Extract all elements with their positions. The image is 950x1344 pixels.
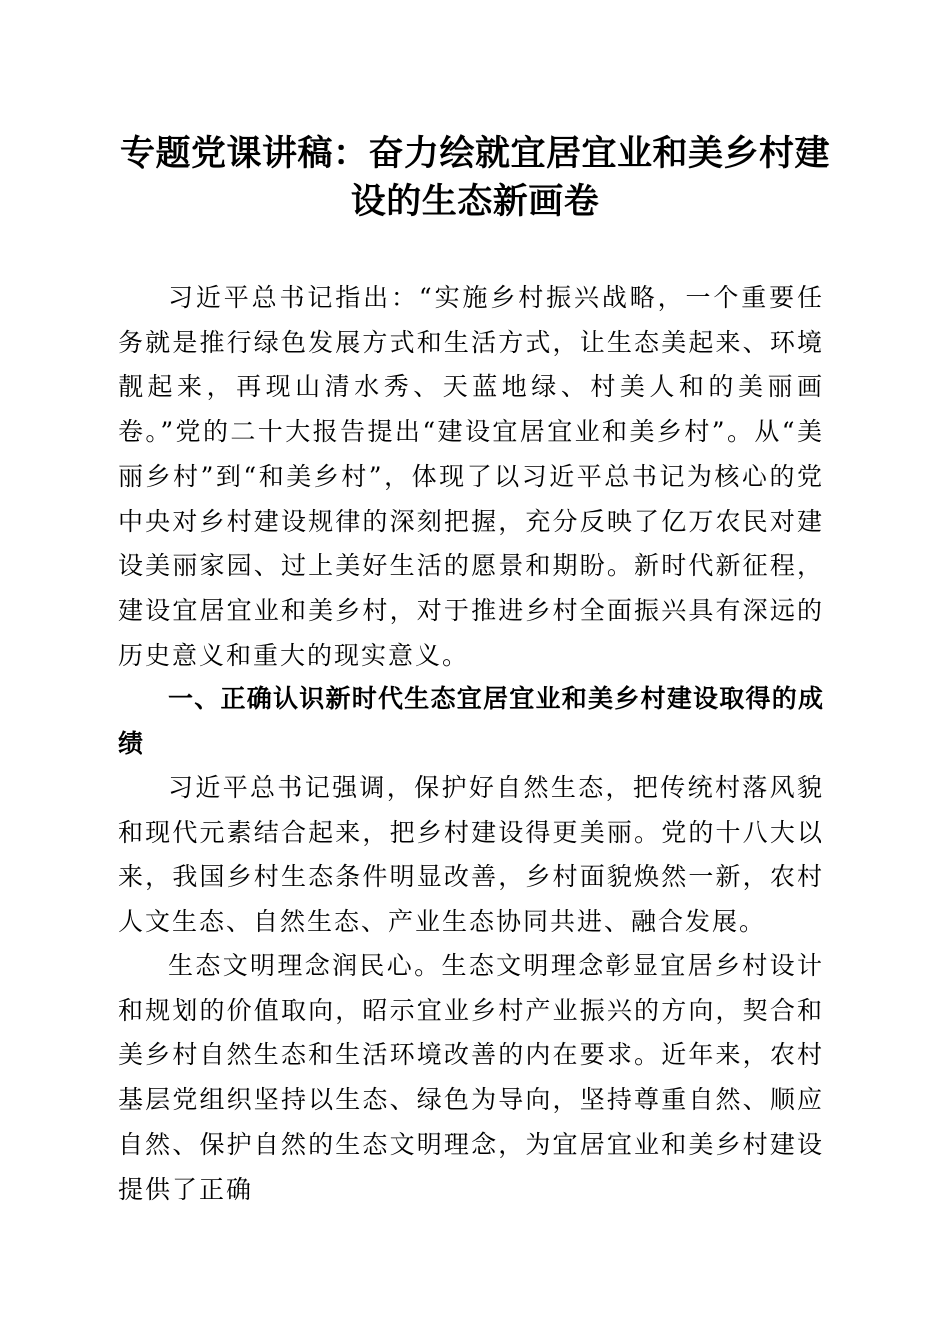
intro-paragraph: 习近平总书记指出：“实施乡村振兴战略，一个重要任务就是推行绿色发展方式和生活方式，让生态美起来、环境靓起来，再现山清水秀、天蓝地绿、村美人和的美丽画卷。”党的二十大报告提出“建设宜居宜业和美乡村”。从“美丽乡村”到“和美乡村”，体现了以习近平总书记为核心的党中央对乡村建设规律的深刻把握，充分反映了亿万农民对建设美丽家园、过上美好生活的愿景和期盼。新时代新征程，建设宜居宜业和美乡村，对于推进乡村全面振兴具有深远的历史意义和重大的现实意义。 (118, 283, 824, 670)
section-paragraph-1: 习近平总书记强调，保护好自然生态，把传统村落风貌和现代元素结合起来，把乡村建设得更美丽。党的十八大以来，我国乡村生态条件明显改善，乡村面貌焕然一新，农村人文生态、自然生态、产业生态协同共进、融合发展。 (118, 773, 824, 937)
section-paragraph-2: 生态文明理念润民心。生态文明理念彰显宜居乡村设计和规划的价值取向，昭示宜业乡村产业振兴的方向，契合和美乡村自然生态和生活环境改善的内在要求。近年来，农村基层党组织坚持以生态、绿色为导向，坚持尊重自然、顺应自然、保护自然的生态文明理念，为宜居宜业和美乡村建设提供了正确 (118, 951, 824, 1204)
section-heading: 一、正确认识新时代生态宜居宜业和美乡村建设取得的成绩 (118, 684, 824, 758)
document-title: 专题党课讲稿：奋力绘就宜居宜业和美乡村建设的生态新画卷 (119, 133, 830, 222)
